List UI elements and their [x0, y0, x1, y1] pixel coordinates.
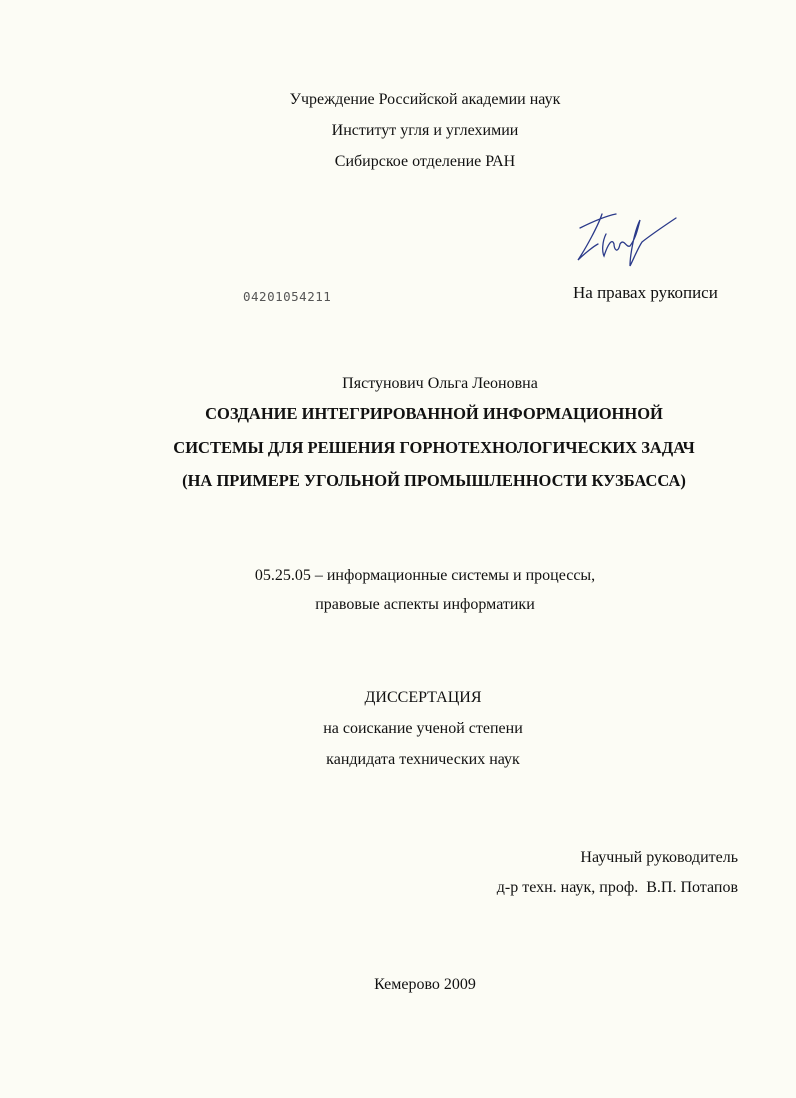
organization-line-2: Институт угля и углехимии	[331, 122, 519, 139]
place-year: Кемерово 2009	[374, 976, 476, 993]
manuscript-rights-label: На правах рукописи	[573, 283, 718, 302]
specialty-line-2: правовые аспекты информатики	[315, 596, 535, 613]
organization-line-3: Сибирское отделение РАН	[334, 153, 516, 170]
title-line-3: (НА ПРИМЕРЕ УГОЛЬНОЙ ПРОМЫШЛЕННОСТИ КУЗБАССА)	[182, 471, 686, 490]
degree-line-1: на соискание ученой степени	[323, 720, 523, 737]
specialty-line-1: 05.25.05 – информационные системы и процессы,	[254, 567, 596, 584]
work-type: ДИССЕРТАЦИЯ	[364, 689, 482, 706]
organization-line-1: Учреждение Российской академии наук	[289, 91, 561, 108]
title-line-2: СИСТЕМЫ ДЛЯ РЕШЕНИЯ ГОРНОТЕХНОЛОГИЧЕСКИХ ЗАДАЧ	[173, 438, 695, 457]
handwritten-signature	[572, 208, 682, 270]
title-line-1: СОЗДАНИЕ ИНТЕГРИРОВАННОЙ ИНФОРМАЦИОННОЙ	[205, 404, 663, 423]
supervisor-name: д-р техн. наук, проф. В.П. Потапов	[496, 879, 738, 896]
supervisor-label: Научный руководитель	[580, 849, 738, 866]
degree-line-2: кандидата технических наук	[326, 751, 520, 768]
author-name: Пястунович Ольга Леоновна	[342, 375, 538, 392]
archive-code: 04201054211	[243, 289, 332, 304]
